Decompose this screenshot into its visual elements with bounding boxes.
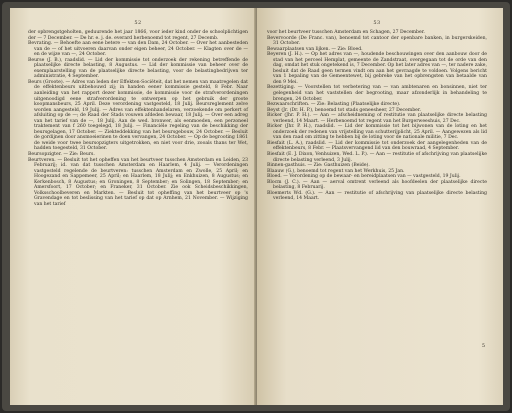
index-entry: Beyst (Jr. (Dr. H. P.), benoemd tot stads geneesheer, 27 December. [267,107,422,113]
index-entry: Bezettiging. — Voorstellen tot verbetering van — van ambtenaren en bonsinnen, niet ter gelegenheid van het vaststellen der begrooting, maar afzonderlijk in behandeling te brengen, 24 October. [267,85,487,102]
index-entry: Beurse (J. B.), raadslid. — Lid der kommissie tot onderzoek der rekening betreffende de plaatselijke directe belasting, 8 Augustus. — Lid der kommissie van beheer over de exemplaarstelling van de plaatselijke directe belasting, voor de belastingbedrijven ter administratie, 4 September. [28,57,248,80]
index-entry: Blocm (J. C.). — Aan — aerval omtrent verleend als hoofdeelen der plaatselijke directe belasting, 8 Februarij. [267,179,487,191]
index-entry: Bevervoorde (De Franc. van), benoemd tot cantoor der openbare banken, in burgerskeiden, 31 October. [267,35,487,47]
index-entry: Beursopzigter. — Zie: Beurs. [28,152,95,158]
index-entry: voor het beurtveer tusschen Amsterdam en Schagen, 27 December. [267,30,425,35]
right-page [257,8,503,405]
left-page-number: 52 [134,20,142,26]
index-entry: Beyeren (J. H.). — Op het adres van —, houdende beschouwingen over den aanbouw door de stad van het perceel Hemplat, gemeente de Zandstraat, overgegaan tot de orde van den dag, omdat het stuk ongetekend is, 7 December. Op het later adres van —, ter nadere zake, besluit dat de Raad geen termen vindt om aan het gevraagde te voldoen. Volgens bericht van 1 bepaling van de Gemeentewet, bij gebreke van het opbrengsten van betaalde van den 9 Mei. [267,52,487,85]
index-entry: Bevrating. — Behoefte aan eene betere — van den Dam, 24 October. — Over het aanbesteden van de — of het uitvoeren daarvan onder eigen beheer, 24 October. — Klagten over de — en de wijze van —, 24 October. [28,41,248,58]
index-entry: Beurtveren. — Besluit tot het opheffen van het beurtveer tusschen Amsterdam en Leiden, 23 Februarij; id. van dat tusschen Amsterdam en Haarlem, 4 Julij. — Verordeningen vastgesteld regelende de beurtveren: tusschen Amsterdam en Zwolle, 25 April; en Hoogezand en Sappemeer, 25 April; en Haarlem, 18 Julij; en Enkhuizen, 8 Augustus; en Kerkenbosch, 8 Augustus; en Groningen, 8 September; en Solingen, 18 September; en Amersfoort, 17 October; en Franeker, 31 October. Zie ook Scheidsbeschikkingen, Volksschoolbeveren en Markten. — Besluit tot opheffing van het beurtveer op 's Gravendage en tot beslissing van het tarief op dat op Arnhem, 21 November. — Wijziging van het tarief [28,157,248,207]
index-entry: der opbrengstgeholten, geduurende het jaar 1866, voor ieder kind onder de schoolplichtigen der — 7 December. — De hr. e. j. de. everard herbenoemd tot regent, 27 Decemb. [28,30,248,41]
left-page [10,8,256,405]
index-entry: Bezwaarschriften. — Zie: Belasting (Plaatselijke directe). [267,102,401,108]
index-entry: Biesfait (E. J. Dixon, Venhuizen, Wed. L. P.). — Aan — restitutie of afschrijving van plaatselijke directe belasting verleend, 3 Julij. [267,152,487,163]
index-entry: Bicker (Jhr. P. H.). — Aan — afscheidneming of restitutie van plaatselijke directe belasting verleend, 14 Maart. — Herbenoemd tot regent van het Burgerweeshuis, 27 Dec. [267,113,487,124]
index-entry: Bloemerts Wd. (G.). — Aan — restitutie of afschrijving van plaatselijke directe belasting verleend, 14 Maart. [267,190,487,202]
right-page-body [267,30,487,202]
index-entry: Bewaarplaatsen van lijken. — Zie: Bloed. [267,46,363,52]
index-entry: Binnen-gasthuis. — Zie: Gasthuizen (Beide). [267,163,370,169]
right-page-number: 53 [373,20,381,26]
index-entry: Beurs (Groote). — Adres van leden der Effekten-Sociëteit, dat het nemen van maatregelen dat de effektenbeurs uitbehouwd zij; in handen eener kommissie gesteld, 8 Febr. Naar aanleiding van het rapport dezer kommissie, de kommissie voor de strafverordeningen uitgenoodigd eene strafverordening te ontwerpen op het gebruik der groote koopmansbeurs, 25 April. Deze verordening vastgesteld, 18 Julij. Beursreglement zelve worden aangesteld, 19 Julij. — Adres van effektenhandelaren, verzoekende om perkert of afsluiting op de —; de Raad der Stads vouwen afdeden bewaar, 18 Julij. — Over een adreg van het tarief van de —, 18 Julij. Aan de wed. bronwer, als eenmoeden, een perzoneel traktement van f 260 toegelegd, 18 Julij. — Financiële regeling van de beschikking der beursgelagen, 17 October. — Ziekteddekking van het beursgebouw, 24 October. — Besluit de gordijnen door ansmoeierinen te doen vervangen, 24 October. — Op de begrooting 1861 de weide voor twee beursopzigters uitgetrokken, en niet voor drie, zooals thans ter Wet, hadden toegesteld, 31 October. [28,79,248,152]
signature-mark: 5 [481,343,485,349]
left-page-body [28,30,248,208]
index-entry: Biesfait (L. A.), raadslid. — Lid der kommissie tot onderzoek der aangelegenheden van de effektenbeurs, 8 Febr. — Plaatsvervangend lid van den bouwraad, 4 September. [267,140,487,152]
index-entry: Bloed. — Verordening op de bewaar- en bereidplaatsen van — vastgesteld, 19 Julij. [267,174,461,180]
index-entry: Blaauw (G.), benoemd tot regent van het Werkhuis, 25 Jan. [267,168,405,174]
index-entry: Bicker (Jhr. P. H.), raadslid. — Lid der kommissie tot het bijwonen van de loting en het onderzoek der redenen van vrijstelling van schutterijplicht, 25 April. — Aangewezen als lid van den raad om zitting te hebben bij de loting voor de nationale militie, 7 Dec. [267,124,487,141]
